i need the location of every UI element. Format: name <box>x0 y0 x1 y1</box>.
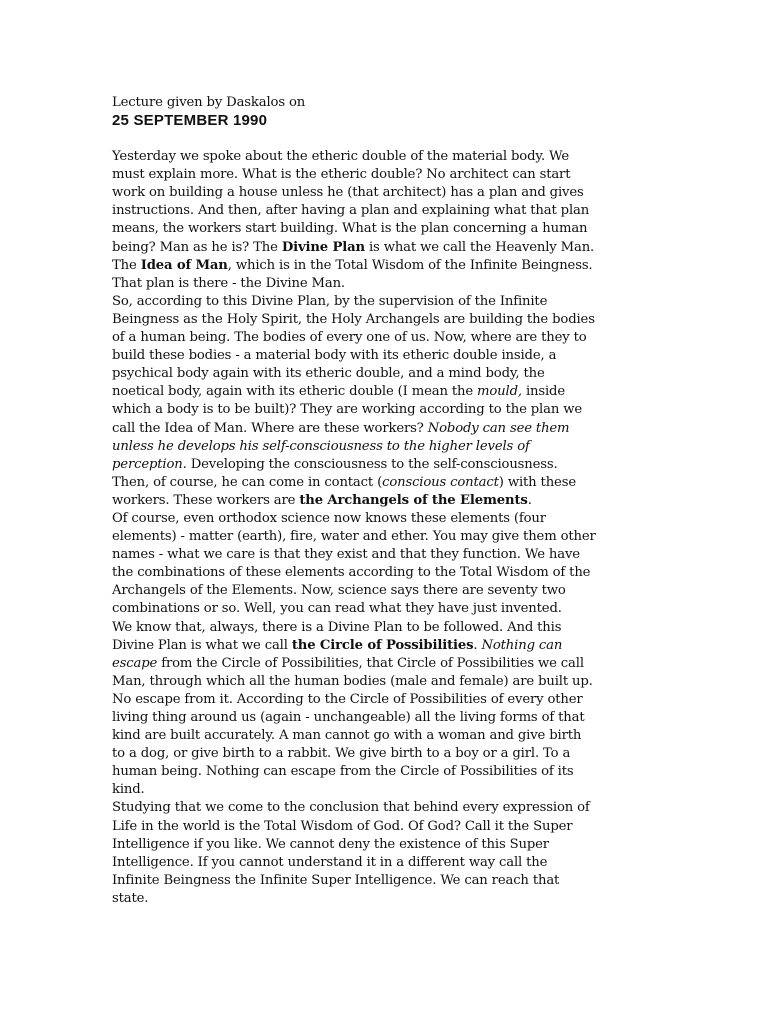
text-run: from the Circle of Possibilities, that Circle of Possibilities we call <box>157 655 584 671</box>
text-run: Infinite Beingness the Infinite Super Intelligence. We can reach that <box>112 872 560 888</box>
text-line <box>112 673 657 691</box>
text-run: names - what we care is that they exist and that they function. We have <box>112 547 580 563</box>
text-run: . <box>473 637 482 653</box>
text-run: That plan is there - the Divine Man. <box>112 275 345 291</box>
text-line <box>112 438 657 456</box>
text-line <box>112 546 657 564</box>
text-line <box>112 275 657 293</box>
text-line <box>112 293 657 311</box>
text-line <box>112 474 657 492</box>
text-run: ) with these <box>498 474 576 490</box>
text-line <box>112 763 657 781</box>
text-run: build these bodies - a material body with its etheric double inside, a <box>112 348 557 364</box>
text-run: Then, of course, he can come in contact ( <box>112 474 383 490</box>
text-line <box>112 220 657 238</box>
text-line <box>112 166 657 184</box>
text-line <box>112 799 657 817</box>
bold-phrase: the Archangels of the Elements <box>299 492 528 508</box>
text-run: combinations or so. Well, you can read what they have just invented. <box>112 601 562 617</box>
text-line <box>112 184 657 202</box>
text-run: So, according to this Divine Plan, by the supervision of the Infinite <box>112 293 548 309</box>
text-line <box>112 781 657 799</box>
text-line <box>112 691 657 709</box>
text-run: . <box>527 492 532 508</box>
text-line <box>112 528 657 546</box>
text-line <box>112 854 657 872</box>
text-line <box>112 709 657 727</box>
text-line <box>112 383 657 401</box>
text-run: kind are built accurately. A man cannot go with a woman and give birth <box>112 728 582 744</box>
text-line <box>112 239 657 257</box>
text-run: which a body is to be built)? They are working according to the plan we <box>112 402 583 418</box>
text-line <box>112 727 657 745</box>
text-line <box>112 637 657 655</box>
text-run: work on building a house unless he (that architect) has a plan and gives <box>112 185 584 201</box>
text-run: call the Idea of Man. Where are these workers? <box>112 420 428 436</box>
text-line <box>112 492 657 510</box>
italic-phrase: conscious contact <box>382 474 499 490</box>
document-page <box>112 94 657 908</box>
text-line <box>112 420 657 438</box>
lecture-body <box>112 148 657 908</box>
text-run: Beingness as the Holy Spirit, the Holy Archangels are building the bodies <box>112 311 595 327</box>
text-line <box>112 510 657 528</box>
text-run: the combinations of these elements according to the Total Wisdom of the <box>112 565 591 581</box>
text-run: of a human being. The bodies of every one of us. Now, where are they to <box>112 330 587 346</box>
text-line <box>112 347 657 365</box>
text-line <box>112 202 657 220</box>
italic-phrase: escape <box>112 655 158 671</box>
bold-phrase: Idea of Man <box>140 257 228 273</box>
italic-phrase: Nobody can see them <box>427 420 570 436</box>
text-line <box>112 655 657 673</box>
lecture-date: 25 SEPTEMBER 1990 <box>112 112 268 130</box>
text-run: , which is in the Total Wisdom of the Infinite Beingness. <box>227 257 593 273</box>
text-run: Developing the consciousness to the self-consciousness. <box>186 456 558 472</box>
text-line <box>112 890 657 908</box>
text-line <box>112 401 657 419</box>
text-run: Studying that we come to the conclusion that behind every expression of <box>112 800 590 816</box>
text-run: We know that, always, there is a Divine Plan to be followed. And this <box>112 619 562 635</box>
text-run: Intelligence. If you cannot understand it in a different way call the <box>112 854 548 870</box>
text-run: living thing around us (again - unchangeable) all the living forms of that <box>112 710 585 725</box>
text-line <box>112 329 657 347</box>
text-run: workers. These workers are <box>112 492 300 508</box>
text-run: noetical body, again with its etheric double (I mean the <box>112 384 478 400</box>
italic-phrase: perception. <box>112 456 187 472</box>
text-run: is what we call the Heavenly Man. <box>364 239 595 255</box>
text-run: state. <box>112 890 149 906</box>
text-run: Life in the world is the Total Wisdom of God. Of God? Call it the Super <box>112 818 573 834</box>
text-run: No escape from it. According to the Circle of Possibilities of every other <box>112 691 583 707</box>
text-line <box>112 619 657 637</box>
text-run: Intelligence if you like. We cannot deny the existence of this Super <box>112 836 549 852</box>
text-run: Man, through which all the human bodies (male and female) are built up. <box>112 673 593 689</box>
bold-phrase: Divine Plan <box>281 239 365 255</box>
bold-phrase: the Circle of Possibilities <box>291 637 474 653</box>
text-line <box>112 257 657 275</box>
text-line <box>112 564 657 582</box>
text-run: human being. Nothing can escape from the Circle of Possibilities of its <box>112 764 574 780</box>
text-run: Archangels of the Elements. Now, science says there are seventy two <box>112 583 566 599</box>
text-run: being? Man as he is? The <box>112 239 282 255</box>
text-run: elements) - matter (earth), fire, water and ether. You may give them other <box>112 529 596 545</box>
text-run: kind. <box>112 782 145 798</box>
text-line <box>112 818 657 836</box>
italic-phrase: unless he develops his self-consciousness to the higher levels of <box>112 438 530 454</box>
text-run: psychical body again with its etheric double, and a mind body, the <box>112 366 545 382</box>
text-line <box>112 456 657 474</box>
text-line <box>112 745 657 763</box>
italic-phrase: Nothing can <box>481 637 563 653</box>
lecture-intro: Lecture given by Daskalos on <box>112 95 306 110</box>
text-run: Yesterday we spoke about the etheric double of the material body. We <box>112 149 570 165</box>
text-line <box>112 600 657 618</box>
text-run: instructions. And then, after having a plan and explaining what that plan <box>112 203 590 219</box>
text-line <box>112 148 657 166</box>
text-run: Divine Plan is what we call <box>112 637 292 653</box>
text-line <box>112 582 657 600</box>
text-run: to a dog, or give birth to a rabbit. We give birth to a boy or a girl. To a <box>112 746 571 762</box>
text-line <box>112 872 657 890</box>
text-line <box>112 365 657 383</box>
text-run: inside <box>521 384 566 400</box>
text-run: The <box>112 257 141 273</box>
text-line <box>112 836 657 854</box>
text-line <box>112 311 657 329</box>
text-run: Of course, even orthodox science now knows these elements (four <box>112 510 546 526</box>
text-run: must explain more. What is the etheric double? No architect can start <box>112 167 571 183</box>
italic-phrase: mould, <box>477 384 522 400</box>
text-run: means, the workers start building. What is the plan concerning a human <box>112 221 588 237</box>
